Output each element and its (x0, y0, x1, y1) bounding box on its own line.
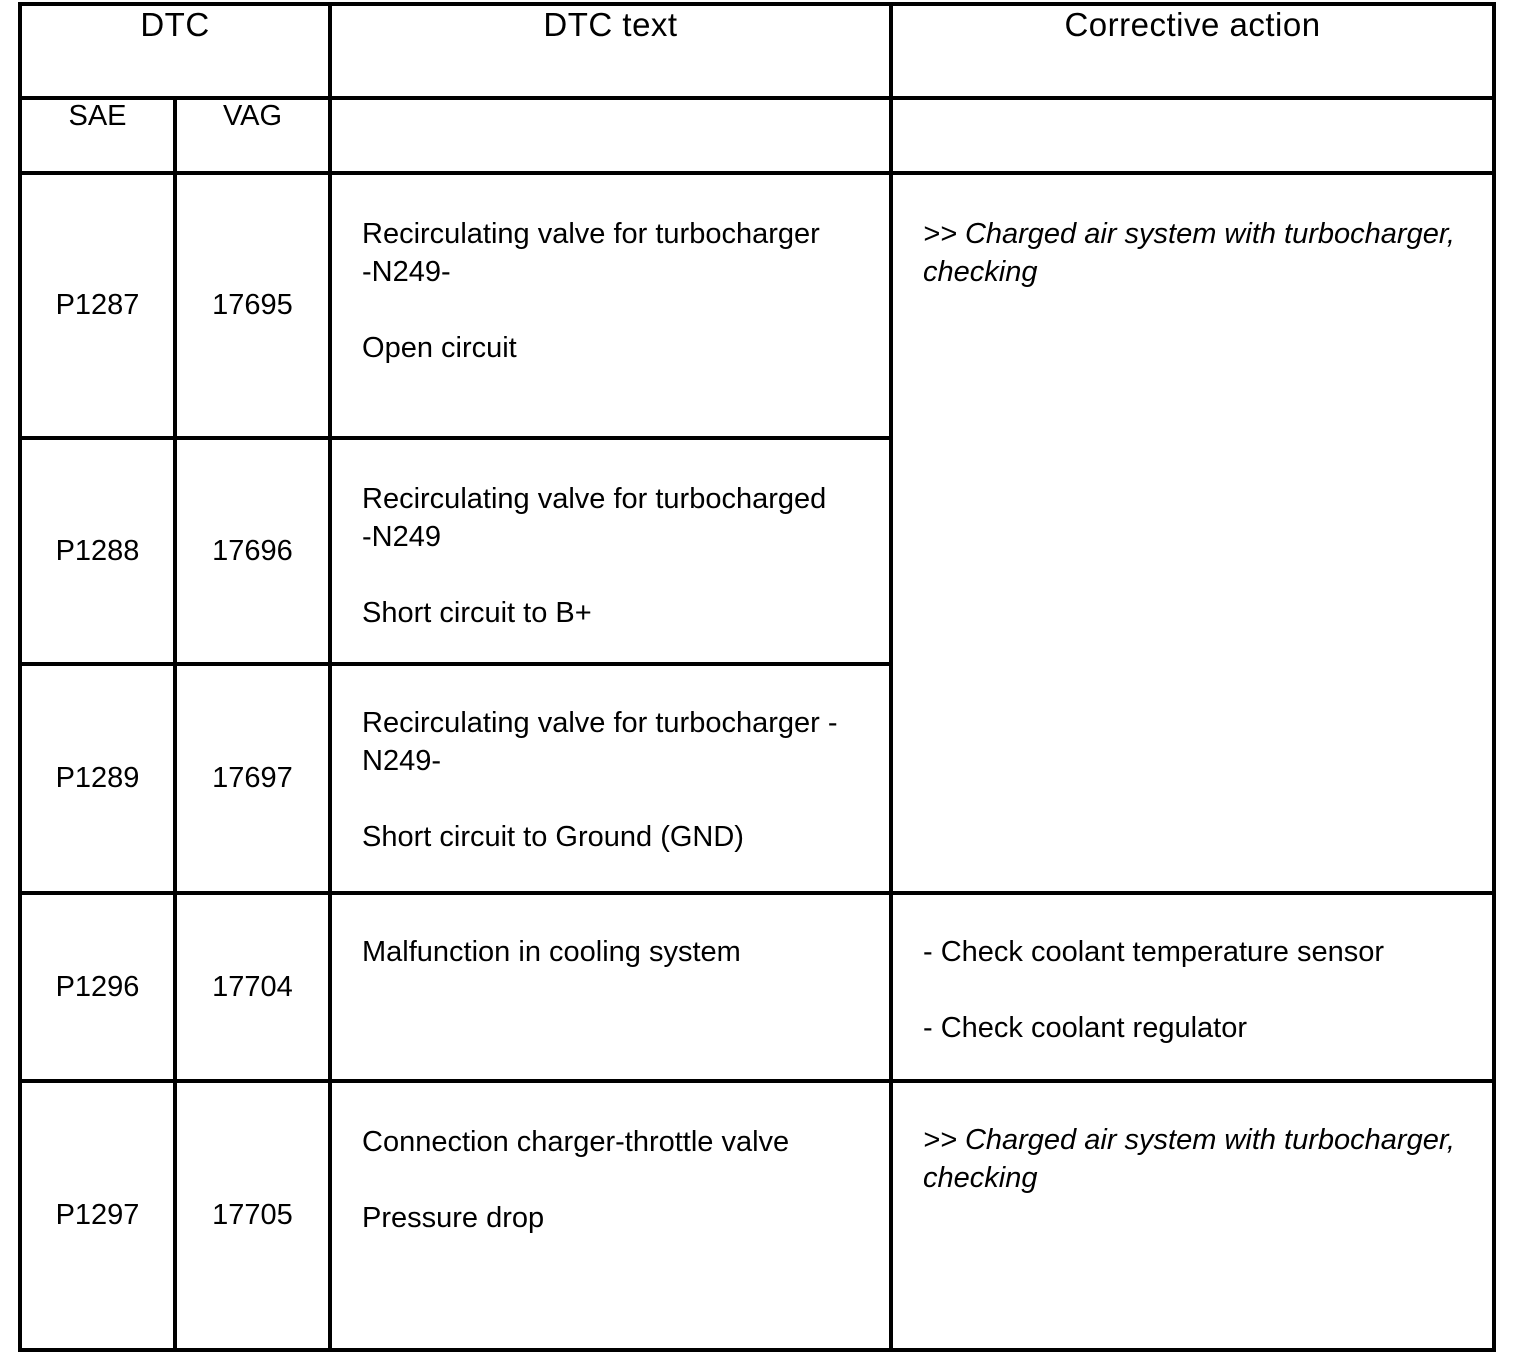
corrective-action-item: - Check coolant temperature sensor (923, 936, 1385, 968)
dtc-table (18, 2, 1496, 1352)
corrective-action-link[interactable]: >> Charged air system with turbocharger, checking (923, 1124, 1455, 1194)
header-dtc-text: DTC text (330, 4, 891, 98)
dtc-text-line: Recirculating valve for turbocharged (362, 483, 827, 515)
corrective-action-cell (891, 173, 1494, 893)
dtc-text-cell (330, 664, 891, 893)
header-row (20, 4, 1494, 98)
dtc-text-line: Open circuit (362, 332, 517, 364)
vag-code: 17697 (175, 664, 330, 893)
table-row (20, 1081, 1494, 1350)
corrective-action-item: - Check coolant regulator (923, 1012, 1248, 1044)
vag-code: 17696 (175, 438, 330, 664)
corrective-action-link[interactable]: >> Charged air system with turbocharger, checking (923, 218, 1455, 288)
corrective-action-cell (891, 893, 1494, 1081)
dtc-text-cell (330, 893, 891, 1081)
sae-code: P1289 (20, 664, 175, 893)
subheader-vag: VAG (175, 98, 330, 173)
table-row (20, 893, 1494, 1081)
sae-code: P1296 (20, 893, 175, 1081)
vag-code: 17704 (175, 893, 330, 1081)
header-corrective-action: Corrective action (891, 4, 1494, 98)
dtc-text-cell (330, 438, 891, 664)
header-dtc: DTC (20, 4, 330, 98)
sae-code: P1297 (20, 1081, 175, 1350)
subheader-sae: SAE (20, 98, 175, 173)
subheader-empty-action (891, 98, 1494, 173)
dtc-text-line: Short circuit to Ground (GND) (362, 821, 744, 853)
dtc-text-line: Connection charger-throttle valve (362, 1126, 790, 1158)
dtc-text-cell (330, 1081, 891, 1350)
dtc-text-line: Recirculating valve for turbocharger - (362, 707, 838, 739)
dtc-text-line: Short circuit to B+ (362, 597, 592, 629)
subheader-row (20, 98, 1494, 173)
dtc-text-line: Pressure drop (362, 1202, 545, 1234)
dtc-text-line: Malfunction in cooling system (362, 936, 741, 968)
dtc-text-line: Recirculating valve for turbocharger (362, 218, 820, 250)
table-row (20, 173, 1494, 438)
dtc-text-line: N249- (362, 745, 442, 777)
dtc-text-line: -N249 (362, 521, 442, 553)
dtc-text-cell (330, 173, 891, 438)
vag-code: 17695 (175, 173, 330, 438)
subheader-empty-text (330, 98, 891, 173)
dtc-text-line: -N249- (362, 256, 451, 288)
sae-code: P1288 (20, 438, 175, 664)
corrective-action-cell (891, 1081, 1494, 1350)
sae-code: P1287 (20, 173, 175, 438)
vag-code: 17705 (175, 1081, 330, 1350)
